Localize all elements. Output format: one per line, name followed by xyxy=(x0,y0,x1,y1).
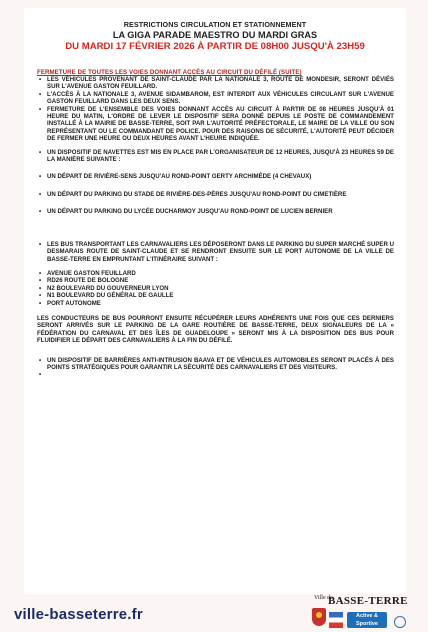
header-title: LA GIGA PARADE MAESTRO DU MARDI GRAS xyxy=(112,30,318,40)
route-item: • N1 BOULEVARD DU GÉNÉRAL DE GAULLE xyxy=(39,292,174,300)
list-item: • UN DISPOSITIF DE BARRIÈRES ANTI-INTRUSION BAAVA ET DE VÉHICULES AUTOMOBILES SERONT PLACÉS À DES POINTS STRATÉGIQUES POUR GARANTIR LA SÉCURITÉ DES CARNAVALIERS ET DES VISITEURS. xyxy=(39,356,394,371)
list-item: • FERMETURE DE L'ENSEMBLE DES VOIES DONNANT ACCÈS AU CIRCUIT À PARTIR DE 08 HEURES JUSQU'À 01 HEURE DU MATIN, L'ORDRE DE LEVER LE DISPOSITIF SERA DONNÉ DEPUIS LE POSTE DE COMMANDEMENT INSTALLÉ À LA MAIRIE DE BASSE-TERRE, SOIT PAR L'AUTORITÉ PRÉFECTORALE, LE MAIRE DE LA VILLE OU SON REPRÉSENTANT OU LE COMMANDANT DE POLICE. POUR DES RAISONS DE SÉCURITÉ, L'AUTORITÉ PEUT DÉCIDER DE FERMER UNE HEURE OU DEUX HEURES AVANT L'HEURE INDIQUÉE. xyxy=(39,105,394,143)
notice-header xyxy=(24,20,406,52)
notice-page xyxy=(24,8,406,594)
bullet: • xyxy=(39,76,42,83)
route-item: • PORT AUTONOME xyxy=(39,299,101,307)
bullet: • xyxy=(39,105,42,113)
bullet: • xyxy=(39,240,42,248)
route-item: • AVENUE GASTON FEUILLARD xyxy=(39,269,136,277)
route-item: • RD26 ROUTE DE BOLOGNE xyxy=(39,277,129,285)
label-icon xyxy=(394,616,406,628)
list-item: • UN DÉPART DU PARKING DU LYCÉE DUCHARMOY JUSQU'AU ROND-POINT DE LUCIEN BERNIER xyxy=(39,208,333,216)
route-item: • N2 BOULEVARD DU GOUVERNEUR LYON xyxy=(39,284,169,292)
list-item: • LES VÉHICULES PROVENANT DE SAINT-CLAUDE PAR LA NATIONALE 3, ROUTE DE MONDESIR, SERONT DÉVIÉS SUR L'AVENUE GASTON FEUILLARD. xyxy=(39,76,394,91)
bullet: • xyxy=(39,190,42,198)
coat-of-arms-icon xyxy=(312,608,326,626)
header-date: DU MARDI 17 FÉVRIER 2026 À PARTIR DE 08H00 JUSQU'À 23H59 xyxy=(65,41,365,52)
bullet: • xyxy=(39,90,42,98)
list-item: • LES BUS TRANSPORTANT LES CARNAVALIERS LES DÉPOSERONT DANS LE PARKING DU SUPER MARCHÉ SUPER U DESMARAIS ROUTE DE SAINT-CLAUDE ET SE RENDRONT ENSUITE SUR LE PORT AUTONOME DE LA VILLE DE BASSE-TERRE EN EMPRUNTANT L'ITINÉRAIRE SUIVANT : xyxy=(39,240,394,263)
logo-city-name: BASSE-TERRE xyxy=(328,595,408,607)
route-list xyxy=(24,270,406,307)
bullet: • xyxy=(39,356,42,364)
list-item: • UN DISPOSITIF DE NAVETTES EST MIS EN PLACE PAR L'ORGANISATEUR DE 12 HEURES, JUSQU'À 23 HEURES 59 DE LA MANIÈRE SUIVANTE : xyxy=(39,148,394,164)
header-subtitle: RESTRICTIONS CIRCULATION ET STATIONNEMENT xyxy=(123,20,307,29)
logo-ville-text: Ville de xyxy=(314,595,333,601)
list-item: • UN DÉPART DE RIVIÈRE-SENS JUSQU'AU ROND-POINT GERTY ARCHIMÈDE (4 CHEVAUX) xyxy=(39,173,312,181)
bus-drivers-paragraph: LES CONDUCTEURS DE BUS POURRONT ENSUITE RÉCUPÉRER LEURS ADHÉRENTS UNE FOIS QUE CES DERNIERS SERONT ARRIVÉS SUR LE PARKING DE LA GARE ROUTIÈRE DE BASSE-TERRE, DEUX SIGNALEURS DE LA « FÉDÉRATION DU CARNAVAL ET DES ÎLES DE GUADELOUPE » SERONT MIS À LA DISPOSITION DES BUS POUR FLUIDIFIER LE DÉPART DES CARNAVALIERS À LA FIN DU DÉFILÉ. xyxy=(37,314,394,345)
city-logo xyxy=(312,594,420,632)
section-title: FERMETURE DE TOUTES LES VOIES DONNANT ACCÈS AU CIRCUIT DU DÉFILÉ (SUITE) xyxy=(37,69,302,76)
footer xyxy=(0,594,428,632)
list-item: • L'ACCÈS À LA NATIONALE 3, AVENUE SIDAMBAROM, EST INTERDIT AUX VÉHICULES CIRCULANT SUR L'AVENUE GASTON FEUILLARD DANS LES DEUX SENS. xyxy=(39,90,394,106)
bullet: • xyxy=(39,148,42,156)
bullet: • xyxy=(39,173,42,181)
active-sportive-badge: Active & Sportive xyxy=(347,612,387,628)
website-link[interactable]: ville-basseterre.fr xyxy=(14,606,143,623)
security-list xyxy=(24,356,406,379)
restrictions-list xyxy=(24,76,406,263)
flag-icon xyxy=(329,612,343,628)
bullet: • xyxy=(39,208,42,216)
bullet: • xyxy=(39,371,42,379)
list-item: • UN DÉPART DU PARKING DU STADE DE RIVIÈRE-DES-PÈRES JUSQU'AU ROND-POINT DU CIMETIÈRE xyxy=(39,190,347,198)
